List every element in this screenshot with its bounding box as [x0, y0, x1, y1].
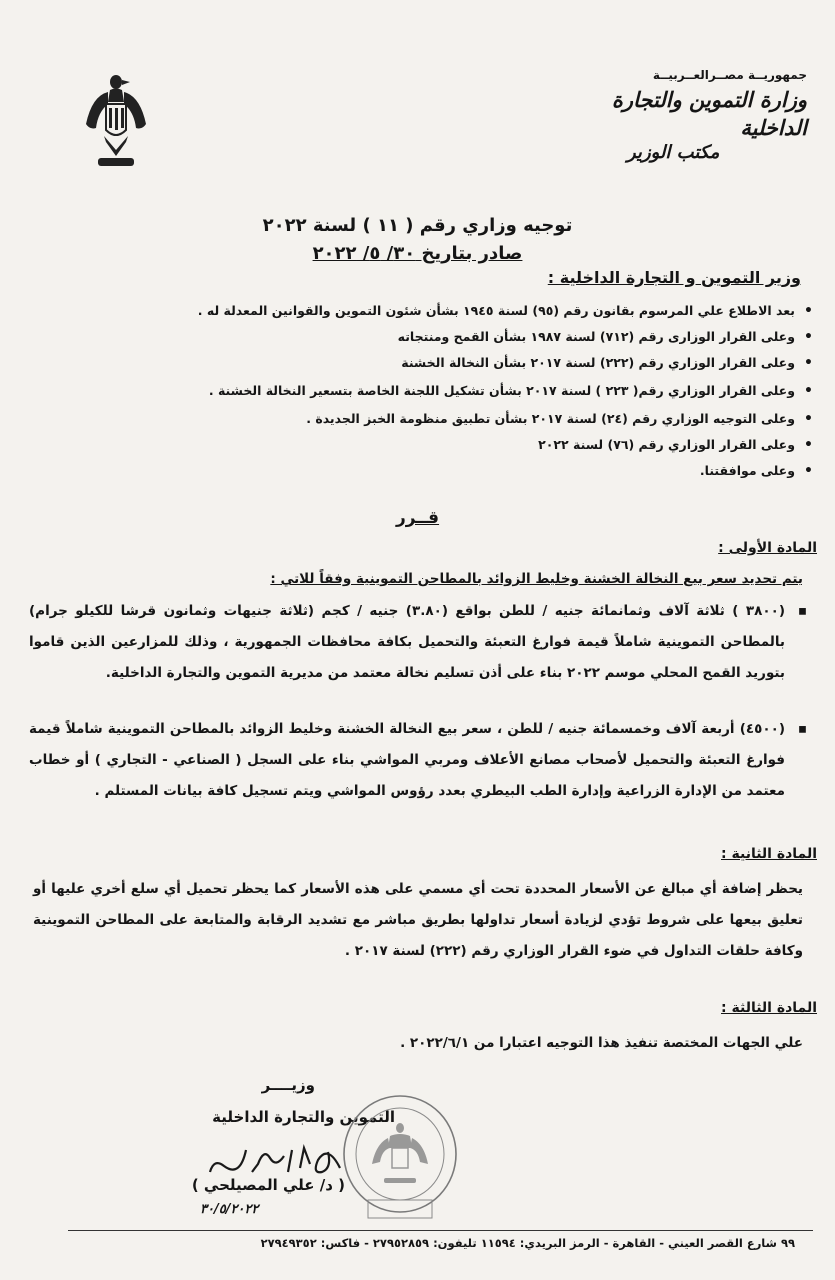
- letterhead-republic: جمهوريــة مصــرالعــربيــة: [652, 68, 807, 82]
- article1-item1: [29, 596, 807, 689]
- bullet-icon: ▪: [797, 603, 807, 619]
- article1-item2-text: (٤٥٠٠) أربعة آلاف وخمسمائة جنيه / للطن ، سعر بيع النخالة الخشنة وخليط الزوائد بالمطاحن التموينية شاملاً قيمة فوارغ التعبئة والتحميل لأصحاب مصانع الأعلاف ومربي المواشي بناء على السجل ( الصناعي - التجاري ) أو خطاب معتمد من الإدارة الزراعية وإدارة الطب البيطري بعدد رؤوس المواشي ويتم تسجيل كافة بيانات المستلم .: [29, 721, 785, 799]
- decree-number: توجيه وزاري رقم ( ١١ ) لسنة ٢٠٢٢: [262, 215, 573, 236]
- footer-divider: [68, 1230, 813, 1231]
- addressee: وزير التموين و التجارة الداخلية :: [547, 268, 801, 287]
- list-item: • بعد الاطلاع علي المرسوم بقانون رقم (٩٥) لسنة ١٩٤٥ بشأن شئون التموين والقوانين المعدلة له .: [25, 298, 815, 324]
- article1-intro: يتم تحديد سعر بيع النخالة الخشنة وخليط الزوائد بالمطاحن التموينية وفقاً للاتي :: [270, 571, 803, 587]
- eagle-emblem-icon: [82, 70, 150, 170]
- footer-address: ٩٩ شارع القصر العيني - القاهرة - الرمز البريدي: ١١٥٩٤ تليفون: ٢٧٩٥٢٨٥٩ - فاكس: ٢٧٩٤٩٣٥٢: [260, 1236, 795, 1250]
- letterhead: [587, 68, 807, 163]
- decree-word: قــرر: [395, 508, 440, 528]
- article3-heading: المادة الثالثة :: [721, 1000, 817, 1016]
- list-item: • وعلى موافقتنا.: [25, 458, 815, 484]
- article3-text: علي الجهات المختصة تنفيذ هذا التوجيه اعتبارا من ٢٠٢٢/٦/١ .: [400, 1035, 803, 1051]
- list-item: • وعلى التوجيه الوزاري رقم (٢٤) لسنة ٢٠١٧ بشأن تطبيق منظومة الخبز الجديدة .: [25, 406, 815, 432]
- list-item: • وعلى القرار الوزاري رقم (٢٢٢) لسنة ٢٠١٧ بشأن النخالة الخشنة: [25, 350, 815, 376]
- list-item: • وعلى القرار الوزارى رقم (٧١٢) لسنة ١٩٨٧ بشأن القمح ومنتجاته: [25, 324, 815, 350]
- list-item: • وعلى القرار الوزاري رقم( ٢٢٣ ) لسنة ٢٠١٧ بشأن تشكيل اللجنة الخاصة بتسعير النخالة الخشنة .: [25, 376, 815, 406]
- letterhead-ministry: وزارة التموين والتجارة الداخلية: [611, 87, 807, 140]
- list-item: • وعلى القرار الوزاري رقم (٧٦) لسنة ٢٠٢٢: [25, 432, 815, 458]
- article1-heading: المادة الأولى :: [718, 540, 817, 556]
- preamble-list: [25, 298, 815, 484]
- article1-item1-text: (٣٨٠٠ ) ثلاثة آلاف وثمانمائة جنيه / للطن بواقع (٣.٨٠) جنيه / كجم (ثلاثة جنيهات وثمانون قرشا للكيلو جرام) بالمطاحن التموينية شاملاً قيمة فوارغ التعبئة والتحميل بكافة محافظات الجمهورية ، وذلك للمزارعين الذين قاموا بتوريد القمح المحلي موسم ٢٠٢٢ بناء على أذن تسليم نخالة معتمد من مديرية التموين والتجارة الداخلية.: [29, 603, 785, 681]
- bullet-icon: ▪: [797, 721, 807, 737]
- decree-title: [0, 212, 835, 268]
- signature-name: ( د/ علي المصيلحي ): [191, 1176, 345, 1194]
- signature-title2: التموين والتجارة الداخلية: [212, 1108, 395, 1126]
- article2-heading: المادة الثانية :: [721, 846, 817, 862]
- letterhead-office: مكتب الوزير: [627, 142, 720, 163]
- signature-title1: وزيــــر: [261, 1076, 315, 1094]
- article2-text: يحظر إضافة أي مبالغ عن الأسعار المحددة تحت أي مسمي على هذه الأسعار كما يحظر تحميل أي سلع أخري عليها أو تعليق بيعها على شروط تؤدي لزيادة أسعار تداولها بطريق مباشر مع تشديد الرقابة والمتابعة على المطاحن التموينية وكافة حلقات التداول في ضوء القرار الوزاري رقم (٢٢٢) لسنة ٢٠١٧ .: [33, 881, 803, 959]
- ministry-seal-icon: [340, 1092, 460, 1227]
- article1-item2: [29, 714, 807, 807]
- signature-date: ٣٠/٥/٢٠٢٢: [200, 1202, 259, 1217]
- decree-date: صادر بتاريخ ٣٠/ ٥/ ٢٠٢٢: [312, 243, 523, 264]
